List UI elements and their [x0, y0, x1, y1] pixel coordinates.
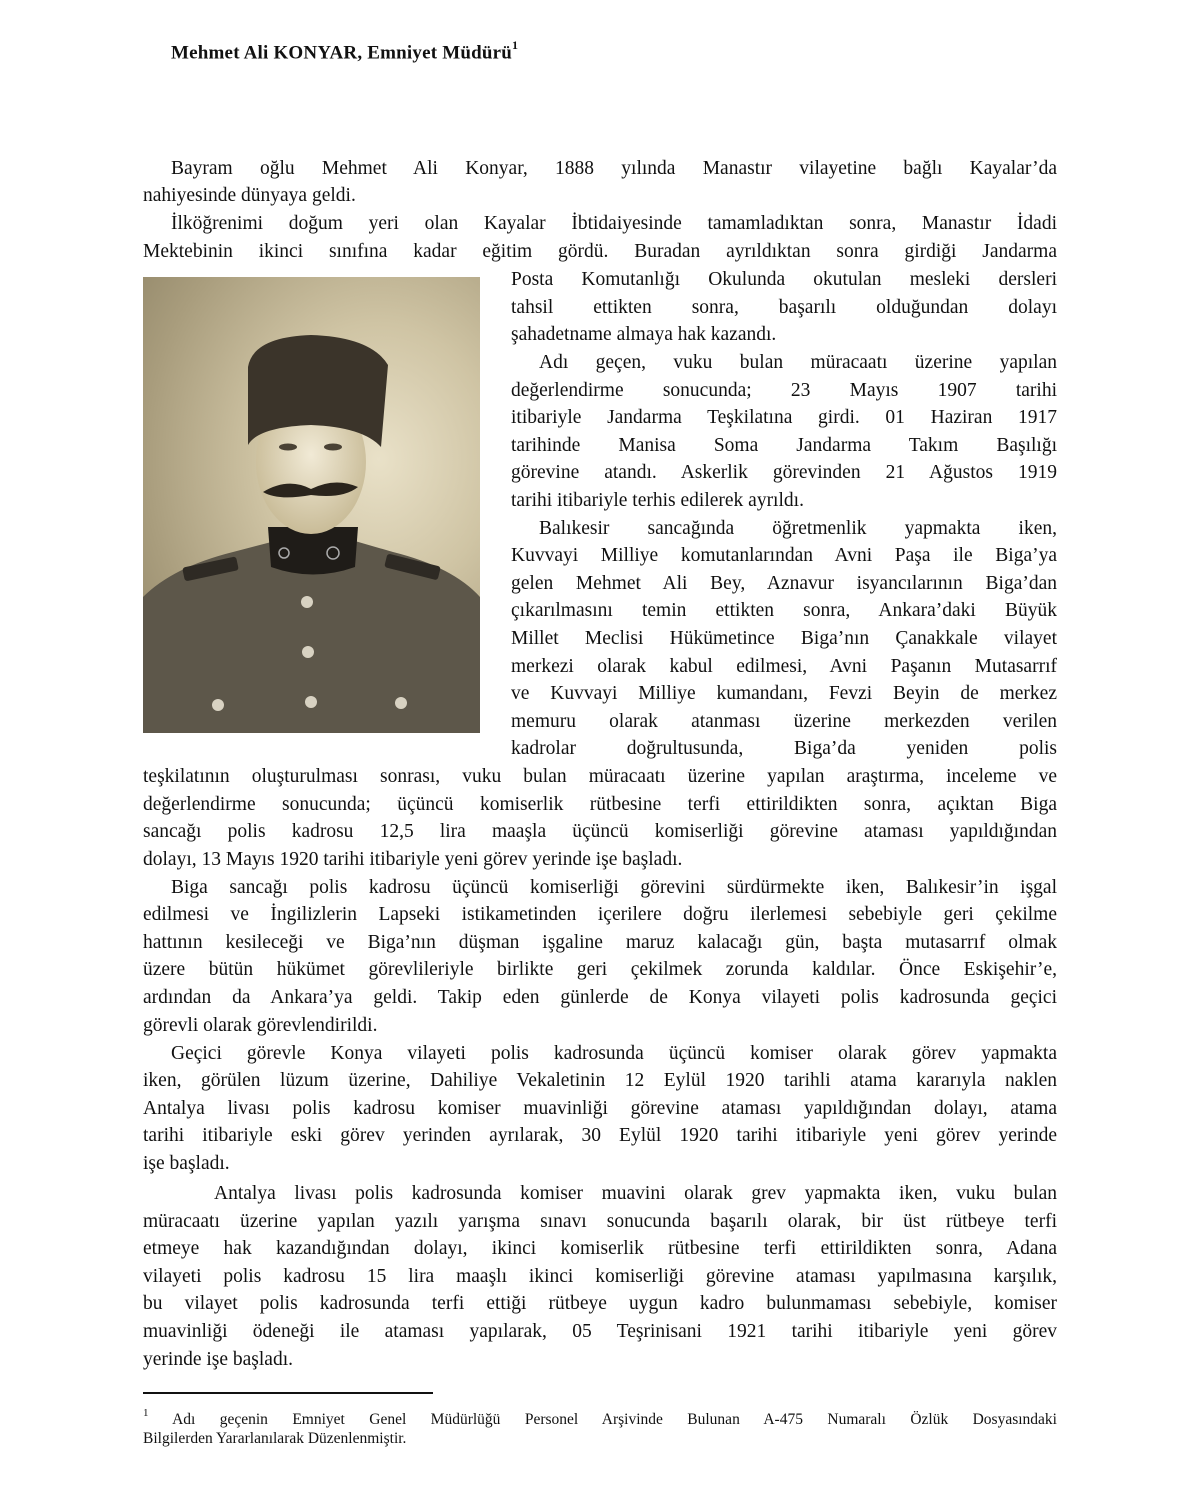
body-line: gelen Mehmet Ali Bey, Aznavur isyancılarının Biga’dan: [511, 573, 1057, 594]
body-line: değerlendirme sonucunda; üçüncü komiserlik rütbesine terfi ettirildikten sonra, açıktan Biga: [143, 794, 1057, 815]
body-line: Posta Komutanlığı Okulunda okutulan mesleki dersleri: [511, 269, 1057, 290]
body-line: İlköğrenimi doğum yeri olan Kayalar İbtidaiyesinde tamamladıktan sonra, Manastır İdadi: [171, 213, 1057, 234]
body-line: hattının kesileceği ve Biga’nın düşman işgaline maruz kalacağı gün, başta mutasarrıf olmak: [143, 932, 1057, 953]
body-line: tarihi itibariyle eski görev yerinden ayrılarak, 30 Eylül 1920 tarihi itibariyle yeni görev yerinde: [143, 1125, 1057, 1146]
title-text: Mehmet Ali KONYAR, Emniyet Müdürü: [171, 42, 513, 64]
footnote-number: 1: [143, 1407, 149, 1419]
body-line: Biga sancağı polis kadrosu üçüncü komiserliği görevini sürdürmekte iken, Balıkesir’in işgal: [171, 877, 1057, 898]
body-line: ardından da Ankara’ya geldi. Takip eden günlerde de Konya vilayeti polis kadrosunda geçici: [143, 987, 1057, 1008]
body-line: iken, görülen lüzum üzerine, Dahiliye Vekaletinin 12 Eylül 1920 tarihli atama kararıyla naklen: [143, 1070, 1057, 1091]
footnote-text: Adı geçenin Emniyet Genel Müdürlüğü Personel Arşivinde Bulunan A-475 Numaralı Özlük Dosyasındaki: [172, 1411, 1057, 1429]
body-line: sancağı polis kadrosu 12,5 lira maaşla üçüncü komiserliği görevine ataması yapıldığından: [143, 821, 1057, 842]
body-line: bu vilayet polis kadrosunda terfi ettiği rütbeye uygun kadro bulunmaması sebebiyle, komiser: [143, 1293, 1057, 1314]
body-line: muavinliği ödeneği ile ataması yapılarak, 05 Teşrinisani 1921 tarihi itibariyle yeni görev: [143, 1321, 1057, 1342]
footnote-divider: [143, 1392, 433, 1394]
footnote-reference: 1: [512, 38, 519, 52]
body-line: tahsil ettikten sonra, başarılı olduğundan dolayı: [511, 297, 1057, 318]
body-line: tarihi itibariyle terhis edilerek ayrıldı.: [511, 490, 804, 511]
body-line: memuru olarak atanması üzerine merkezden verilen: [511, 711, 1057, 732]
body-line: müracaatı üzerine yapılan yazılı yarışma sınavı sonucunda başarılı olarak, bir üst rütbeye terfi: [143, 1211, 1057, 1232]
body-line: merkezi olarak kabul edilmesi, Avni Paşanın Mutasarrıf: [511, 656, 1057, 677]
body-line: vilayeti polis kadrosu 15 lira maaşlı ikinci komiserliği görevine ataması yapılmasına karşılık,: [143, 1266, 1057, 1287]
body-line: değerlendirme sonucunda; 23 Mayıs 1907 tarihi: [511, 380, 1057, 401]
page-title: [171, 40, 518, 64]
body-line: Millet Meclisi Hükümetince Biga’nın Çanakkale vilayet: [511, 628, 1057, 649]
body-line: çıkarılmasını temin ettikten sonra, Ankara’daki Büyük: [511, 600, 1057, 621]
body-line: edilmesi ve İngilizlerin Lapseki istikametinden içerilere doğru ilerlemesi sebebiyle geri çekilme: [143, 904, 1057, 925]
body-line: Antalya livası polis kadrosu komiser muavinliği görevine ataması yapıldığından dolayı, atama: [143, 1098, 1057, 1119]
body-line: Adı geçen, vuku bulan müracaatı üzerine yapılan: [539, 352, 1057, 373]
body-line: itibariyle Jandarma Teşkilatına girdi. 01 Haziran 1917: [511, 407, 1057, 428]
portrait-figure-icon: [143, 277, 480, 733]
body-line: kadrolar doğrultusunda, Biga’da yeniden polis: [511, 738, 1057, 759]
body-line: dolayı, 13 Mayıs 1920 tarihi itibariyle yeni görev yerinde işe başladı.: [143, 849, 683, 870]
body-line: ve Kuvvayi Milliye kumandanı, Fevzi Beyin de merkez: [511, 683, 1057, 704]
body-line: tarihinde Manisa Soma Jandarma Takım Başılığı: [511, 435, 1057, 456]
body-line: Mektebinin ikinci sınıfına kadar eğitim gördü. Buradan ayrıldıktan sonra girdiği Jandarma: [143, 241, 1057, 262]
footnote-line: Bilgilerden Yararlanılarak Düzenlenmiştir.: [143, 1430, 407, 1447]
portrait-photo: [143, 277, 480, 733]
body-line: Bayram oğlu Mehmet Ali Konyar, 1888 yılında Manastır vilayetine bağlı Kayalar’da: [171, 158, 1057, 179]
body-line: Antalya livası polis kadrosunda komiser muavini olarak grev yapmakta iken, vuku bulan: [214, 1183, 1057, 1204]
body-line: yerinde işe başladı.: [143, 1349, 293, 1370]
body-line: nahiyesinde dünyaya geldi.: [143, 185, 356, 206]
body-line: üzere bütün hükümet görevlileriyle birlikte geri çekilmek zorunda kaldılar. Önce Eskişehir’e,: [143, 959, 1057, 980]
body-line: görevine atandı. Askerlik görevinden 21 Ağustos 1919: [511, 462, 1057, 483]
body-line: Geçici görevle Konya vilayeti polis kadrosunda üçüncü komiser olarak görev yapmakta: [171, 1043, 1057, 1064]
body-line: etmeye hak kazandığından dolayı, ikinci komiserlik rütbesine terfi ettirildikten sonra, Adana: [143, 1238, 1057, 1259]
body-line: işe başladı.: [143, 1153, 230, 1174]
body-line: teşkilatının oluşturulması sonrası, vuku bulan müracaatı üzerine yapılan araştırma, inceleme ve: [143, 766, 1057, 787]
body-line: Balıkesir sancağında öğretmenlik yapmakta iken,: [539, 518, 1057, 539]
body-line: görevli olarak görevlendirildi.: [143, 1015, 378, 1036]
body-line: şahadetname almaya hak kazandı.: [511, 324, 777, 345]
body-line: Kuvvayi Milliye komutanlarından Avni Paşa ile Biga’ya: [511, 545, 1057, 566]
